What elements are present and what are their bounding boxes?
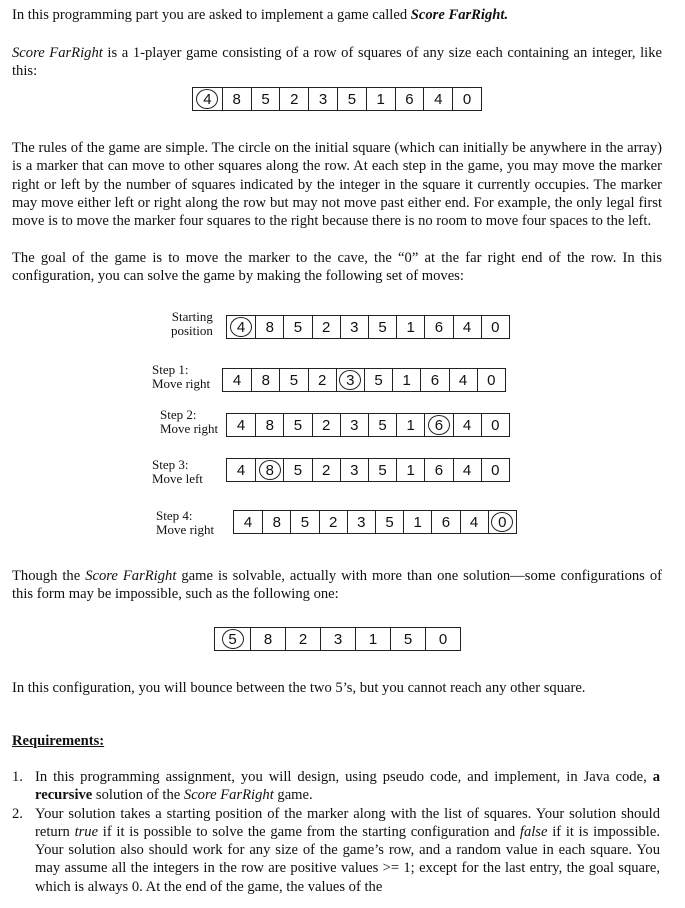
square: 5	[390, 628, 425, 650]
item-text: Your solution takes a starting position of the marker along with the list of squares. Your solution should return	[35, 805, 660, 840]
square: 5	[283, 459, 311, 481]
solvable-text-1: Though the	[12, 568, 86, 584]
step-row-3	[226, 458, 510, 482]
game-title: Score FarRight.	[410, 7, 509, 23]
square: 5	[337, 88, 366, 110]
impossible-row	[214, 627, 461, 651]
square: 3	[340, 414, 368, 436]
step-label-1	[152, 363, 210, 391]
square: 2	[285, 628, 320, 650]
marker-square: 4	[193, 88, 222, 110]
square: 0	[477, 369, 505, 391]
game-name: Score FarRight	[12, 45, 103, 61]
goal-paragraph: The goal of the game is to move the marker to the cave, the “0” at the far right end of the row. In this configuration, you can solve the game by making the following set of moves:	[12, 250, 662, 285]
square: 8	[262, 511, 290, 533]
square: 4	[243, 513, 253, 531]
square: 5	[251, 88, 280, 110]
square: 2	[312, 459, 340, 481]
item-bold: a recursive	[35, 769, 660, 804]
square: 0	[452, 88, 481, 110]
square: 4	[460, 511, 488, 533]
square: 3	[308, 88, 337, 110]
item-number: 1.	[12, 769, 23, 785]
step-label-line1: Step 1:	[152, 362, 189, 377]
step-row-4	[233, 510, 517, 534]
square: 4	[236, 461, 246, 479]
step-row-1	[222, 368, 506, 392]
item-italic: Score FarRight	[183, 787, 274, 804]
marker-square: 4	[227, 316, 255, 338]
square: 5	[279, 369, 307, 391]
square: 5	[375, 511, 403, 533]
step-label-start	[171, 310, 213, 338]
step-label-line2: Move right	[156, 522, 215, 537]
square: 6	[424, 459, 452, 481]
square: 8	[255, 414, 283, 436]
step-label-4	[156, 509, 214, 537]
square: 3	[320, 628, 355, 650]
marker-square: 6	[424, 414, 452, 436]
square: 1	[396, 316, 424, 338]
step-label-line1: Step 2:	[160, 407, 197, 422]
requirement-item	[12, 768, 660, 805]
item-number: 2.	[12, 805, 23, 822]
square: 4	[453, 316, 481, 338]
example-row	[192, 87, 482, 111]
step-row-2	[226, 413, 510, 437]
step-label-2	[160, 408, 218, 436]
square: 1	[403, 511, 431, 533]
marker-square: 8	[255, 459, 283, 481]
item-text: In this programming assignment, you will design, using pseudo code, and implement, in Java code,	[35, 769, 653, 785]
square: 0	[481, 414, 509, 436]
square: 2	[312, 316, 340, 338]
description-paragraph	[12, 44, 662, 81]
square: 6	[431, 511, 459, 533]
step-label-3	[152, 458, 203, 486]
square: 3	[340, 316, 368, 338]
item-text: if it is possible to solve the game from the starting configuration and	[98, 823, 520, 840]
marker-square: 0	[488, 511, 516, 533]
square: 2	[279, 88, 308, 110]
square: 4	[453, 459, 481, 481]
square: 1	[396, 414, 424, 436]
square: 6	[395, 88, 424, 110]
step-label-line1: Starting	[171, 309, 213, 324]
square: 0	[425, 628, 460, 650]
square: 4	[449, 369, 477, 391]
step-label-line2: Move right	[152, 376, 211, 391]
step-row-start	[226, 315, 510, 339]
square: 5	[283, 414, 311, 436]
square: 8	[222, 88, 251, 110]
square: 4	[453, 414, 481, 436]
square: 4	[232, 371, 242, 389]
step-label-line2: Move left	[152, 471, 203, 486]
square: 5	[368, 414, 396, 436]
requirement-item	[12, 805, 660, 896]
step-label-line2: Move right	[160, 421, 219, 436]
square: 8	[255, 316, 283, 338]
rules-paragraph: The rules of the game are simple. The circle on the initial square (which can initially be anywhere in the array) is a marker that can move to other squares along the row. At each step in the game, you may move the marker right or left by the number of squares indicated by the integer in the square it currently occupies. The marker may move either left or right along the row but may not move past either end. For example, the only legal first move is to move the marker four squares to the right because there is no room to move four spaces to the left.	[12, 140, 662, 230]
square: 2	[308, 369, 336, 391]
square: 4	[423, 88, 452, 110]
square: 8	[251, 369, 279, 391]
step-label-line1: Step 4:	[156, 508, 193, 523]
marker-square: 5	[215, 628, 250, 650]
bounce-paragraph: In this configuration, you will bounce between the two 5’s, but you cannot reach any other square.	[12, 680, 586, 696]
solvable-paragraph	[12, 567, 662, 604]
description-text: is a 1-player game consisting of a row of squares of any size each containing an integer, like this:	[12, 45, 662, 80]
item-text: solution of the	[92, 787, 184, 804]
requirements-heading: Requirements:	[12, 733, 105, 749]
item-text: game.	[273, 787, 313, 804]
square: 1	[355, 628, 390, 650]
square: 3	[347, 511, 375, 533]
square: 0	[481, 316, 509, 338]
marker-square: 3	[336, 369, 364, 391]
square: 4	[236, 416, 246, 434]
square: 1	[392, 369, 420, 391]
square: 5	[368, 459, 396, 481]
square: 1	[366, 88, 395, 110]
square: 6	[424, 316, 452, 338]
item-italic: false	[519, 823, 548, 840]
step-label-line2: position	[171, 323, 213, 338]
square: 0	[481, 459, 509, 481]
square: 3	[340, 459, 368, 481]
item-italic: true	[74, 823, 99, 840]
step-label-line1: Step 3:	[152, 457, 189, 472]
square: 5	[283, 316, 311, 338]
square: 8	[250, 628, 285, 650]
square: 1	[396, 459, 424, 481]
square: 6	[420, 369, 448, 391]
intro-text: In this programming part you are asked to implement a game called	[12, 7, 411, 23]
requirements-list	[12, 768, 660, 896]
square: 5	[290, 511, 318, 533]
game-name: Score FarRight	[85, 568, 177, 584]
square: 5	[368, 316, 396, 338]
square: 5	[364, 369, 392, 391]
square: 2	[319, 511, 347, 533]
solvable-text-2: game is solvable, actually with more than one solution—some configurations of this form may be impossible, such as the following one:	[12, 568, 663, 603]
item-text: if it is impossible. Your solution also should work for any size of the game’s row, and a random value in each square. You may assume all the integers in the row are positive values >= 1; except for the last entry, the goal square, which is always 0. At the end of the game, the values of the	[35, 823, 660, 895]
intro-paragraph	[12, 6, 662, 24]
square: 2	[312, 414, 340, 436]
